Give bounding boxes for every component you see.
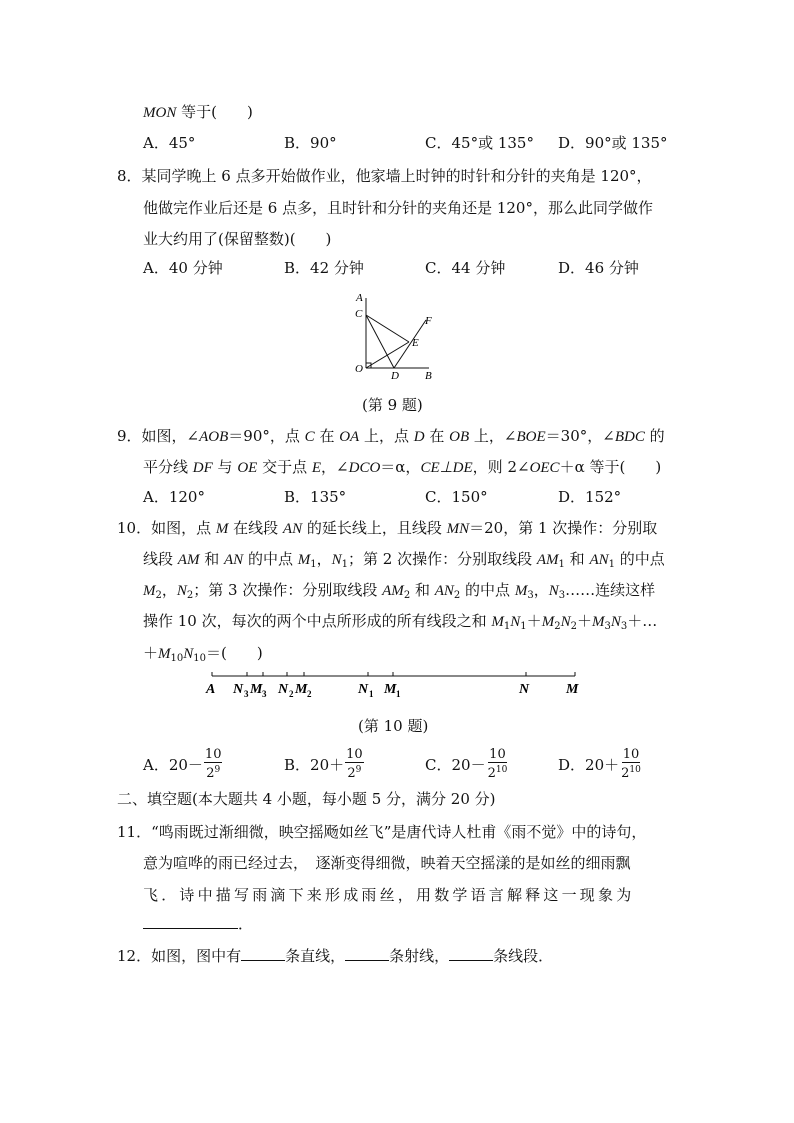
q9-option-b[interactable]: B．135°: [284, 488, 347, 506]
q8-option-d[interactable]: D．46 分钟: [558, 259, 639, 277]
q12-line: 12．如图，图中有 条直线， 条射线， 条线段．: [117, 947, 554, 965]
q8-option-b[interactable]: B．42 分钟: [284, 259, 364, 277]
figure-9-caption: (第 9 题): [362, 396, 423, 414]
q9-option-c[interactable]: C．150°: [425, 488, 488, 506]
q11-line-4: ．: [143, 914, 253, 934]
q8-option-c[interactable]: C．44 分钟: [425, 259, 506, 277]
q12-blank-lines[interactable]: [241, 946, 285, 961]
label-m2: M: [295, 682, 308, 697]
q10-line-3: $M_2$，$N_2$；第 3 次操作：分别取线段 $AM_2$ 和 $AN_2$ 的中点 $M_3$，$N_3\dots\dots$连续这样: [143, 581, 656, 601]
sub-m1: 1: [396, 689, 401, 699]
sub-n1: 1: [369, 689, 374, 699]
sub-m2: 2: [307, 689, 312, 699]
q10-line-4: 操作 10 次，每次的两个中点所形成的所有线段之和 $M_1N_1+M_2N_2+M_3N_3+\dots$: [143, 612, 658, 632]
label-e: E: [412, 337, 419, 349]
label-n1: N: [358, 682, 369, 697]
label-d: D: [391, 370, 399, 382]
figure-10-caption: (第 10 题): [358, 717, 429, 735]
q9-line-1: 9．如图，∠AOB＝90°，点 C 在 OA 上，点 D 在 OB 上，∠BOE＝30°，∠BDC 的: [117, 427, 665, 445]
q12-blank-segments[interactable]: [449, 946, 493, 961]
q11-answer-blank[interactable]: [143, 914, 238, 929]
figure-9: [345, 286, 445, 386]
q10-option-a[interactable]: A．20－ $\frac{10}{2^9}$: [143, 746, 222, 781]
label-m3: M: [250, 682, 263, 697]
q9-option-d[interactable]: D．152°: [558, 488, 622, 506]
label-f: F: [425, 315, 432, 327]
figure-10: [200, 668, 590, 708]
q10-option-b[interactable]: B．20＋ $\frac{10}{2^9}$: [284, 746, 363, 781]
ray-df: [394, 320, 426, 368]
sub-m3: 3: [262, 689, 267, 699]
label-o: O: [355, 363, 363, 375]
q7-option-d[interactable]: D．90°或 135°: [558, 134, 668, 152]
label-a: A: [206, 682, 216, 697]
section-2-title: 二、填空题(本大题共 4 小题，每小题 5 分，满分 20 分): [117, 790, 496, 808]
q7-continuation: MON 等于( ): [143, 103, 253, 121]
label-n2: N: [278, 682, 289, 697]
label-n3: N: [233, 682, 244, 697]
label-a: A: [356, 292, 363, 304]
q9-line-2: 平分线 DF 与 OE 交于点 E，∠DCO＝α，CE⊥DE，则 2∠OEC＋α 等于( ): [143, 458, 662, 476]
sub-n2: 2: [289, 689, 294, 699]
q10-option-c[interactable]: C．20－ $\frac{10}{2^{10}}$: [425, 746, 508, 781]
sub-n3: 3: [244, 689, 249, 699]
label-b: B: [425, 370, 432, 382]
q9-option-a[interactable]: A．120°: [143, 488, 205, 506]
q10-line-2: 线段 AM 和 AN 的中点 $M_1$，$N_1$；第 2 次操作：分别取线段 $AM_1$ 和 $AN_1$ 的中点: [143, 550, 665, 570]
label-m1: M: [384, 682, 397, 697]
q10-line-1: 10．如图，点 M 在线段 AN 的延长线上，且线段 MN＝20，第 1 次操作：分别取: [117, 519, 658, 537]
q8-line-1: 8．某同学晚上 6 点多开始做作业，他家墙上时钟的时针和分针的夹角是 120°，: [117, 167, 652, 185]
q11-line-2: 意为喧哗的雨已经过去， 逐渐变得细微，映着天空摇漾的是如丝的细雨飘: [143, 854, 631, 872]
q11-line-3: 飞．诗中描写雨滴下来形成雨丝，用数学语言解释这一现象为: [143, 886, 635, 904]
label-m: M: [566, 682, 579, 697]
q10-option-d[interactable]: D．20＋ $\frac{10}{2^{10}}$: [558, 746, 641, 781]
q7-option-b[interactable]: B．90°: [284, 134, 337, 152]
q7-option-a[interactable]: A．45°: [143, 134, 196, 152]
q10-line-5: $+M_{10}N_{10}=$( ): [143, 644, 263, 664]
label-n: N: [519, 682, 530, 697]
segment-ce: [366, 315, 409, 342]
q7-option-c[interactable]: C．45°或 135°: [425, 134, 534, 152]
q12-blank-rays[interactable]: [345, 946, 389, 961]
q8-option-a[interactable]: A．40 分钟: [143, 259, 223, 277]
q8-line-3: 业大约用了(保留整数)( ): [143, 230, 332, 248]
q11-line-1: 11．“鸣雨既过渐细微，映空摇飏如丝飞”是唐代诗人杜甫《雨不觉》中的诗句，: [117, 823, 647, 841]
label-c: C: [355, 308, 363, 320]
q8-line-2: 他做完作业后还是 6 点多，且时针和分针的夹角还是 120°，那么此同学做作: [143, 199, 653, 217]
